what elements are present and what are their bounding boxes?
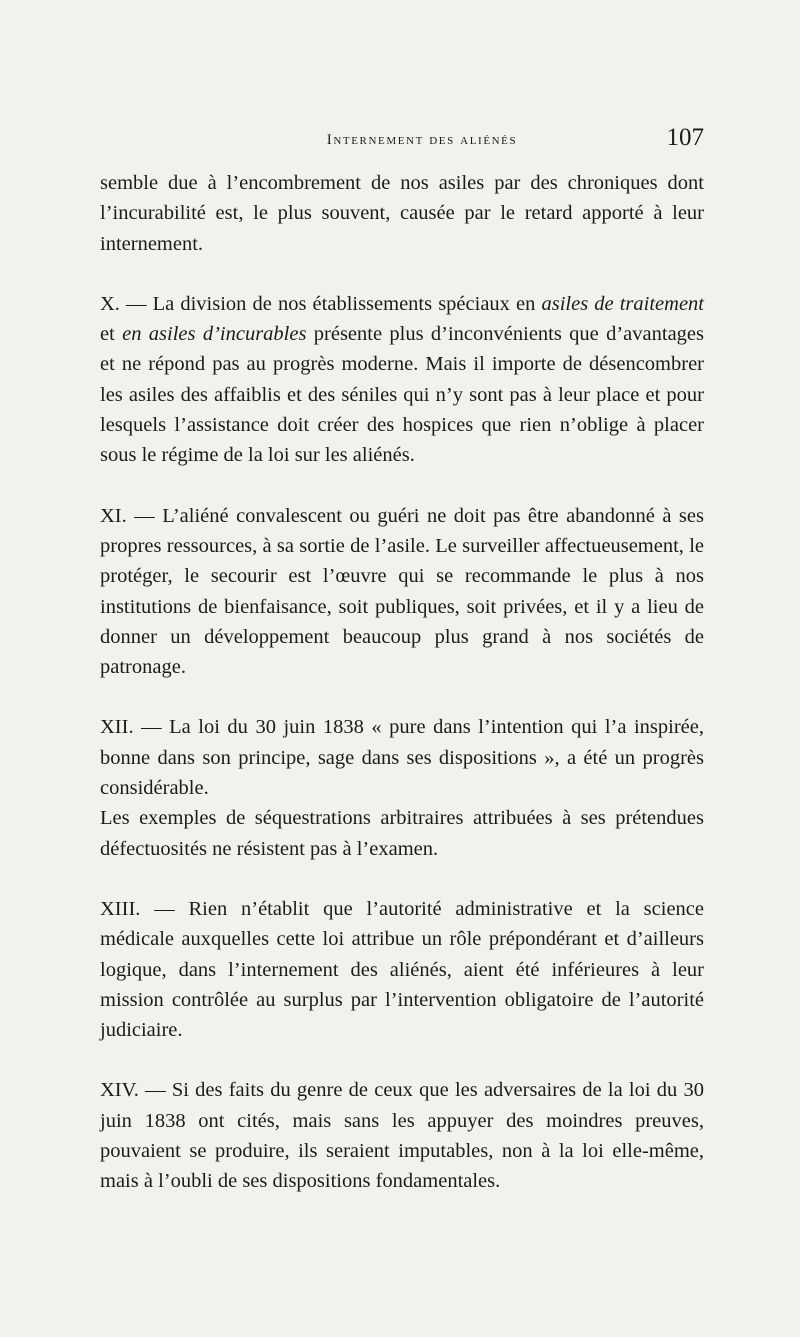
paragraph-x-emphasis-1: asiles de traitement (541, 292, 704, 315)
body-text (100, 168, 704, 1197)
paragraph-x-tail: présente plus d’inconvénients que d’avantages et ne répond pas au progrès moderne. Mais il importe de désencombrer les asiles des affaiblis et des séniles qui n’y sont pas à leur place et pour lesquels l’assistance doit créer des hospices que rien n’oblige à placer sous le régime de la loi sur les aliénés. (100, 323, 704, 467)
paragraph-xiii: XIII. — Rien n’établit que l’autorité administrative et la science médicale auxquelles cette loi attribue un rôle prépondérant et d’ailleurs logique, dans l’internement des aliénés, aient été inférieures à leur mission contrôlée au surplus par l’intervention obligatoire de l’autorité judiciaire. (100, 897, 704, 1042)
paragraph-xi: XI. — L’aliéné convalescent ou guéri ne doit pas être abandonné à ses propres ressources, à sa sortie de l’asile. Le surveiller affectueusement, le protéger, le secourir est l’œuvre qui se recommande le plus à nos institutions de bienfaisance, soit publiques, soit privées, et il y a lieu de donner un développement beaucoup plus grand à nos sociétés de patronage. (100, 504, 704, 679)
paragraph-x-lead: X. — La division de nos établissements spéciaux en (100, 292, 542, 315)
running-head (100, 124, 704, 160)
running-title: Internement des aliénés (326, 132, 518, 148)
paragraph-continuation: semble due à l’encombrement de nos asiles par des chroniques dont l’incurabilité est, le plus souvent, causée par le retard apporté à leur internement. (100, 172, 704, 255)
page-number: 107 (666, 124, 704, 151)
paragraph-x (100, 289, 704, 471)
paragraph-xii: XII. — La loi du 30 juin 1838 « pure dans l’intention qui l’a inspirée, bonne dans son principe, sage dans ses dispositions », a été un progrès considérable. (100, 716, 704, 800)
paragraph-xiv: XIV. — Si des faits du genre de ceux que les adversaires de la loi du 30 juin 1838 ont cités, mais sans les appuyer des moindres preuves, pouvaient se produire, ils seraient imputables, non à la loi elle-même, mais à l’oubli de ses dispositions fondamentales. (100, 1079, 704, 1193)
paragraph-x-emphasis-2: en asiles d’incurables (122, 323, 307, 346)
paragraph-x-mid: et (100, 323, 123, 346)
paragraph-xii-continued: Les exemples de séquestrations arbitraires attribuées à ses prétendues défectuosités ne résistent pas à l’examen. (100, 807, 704, 860)
